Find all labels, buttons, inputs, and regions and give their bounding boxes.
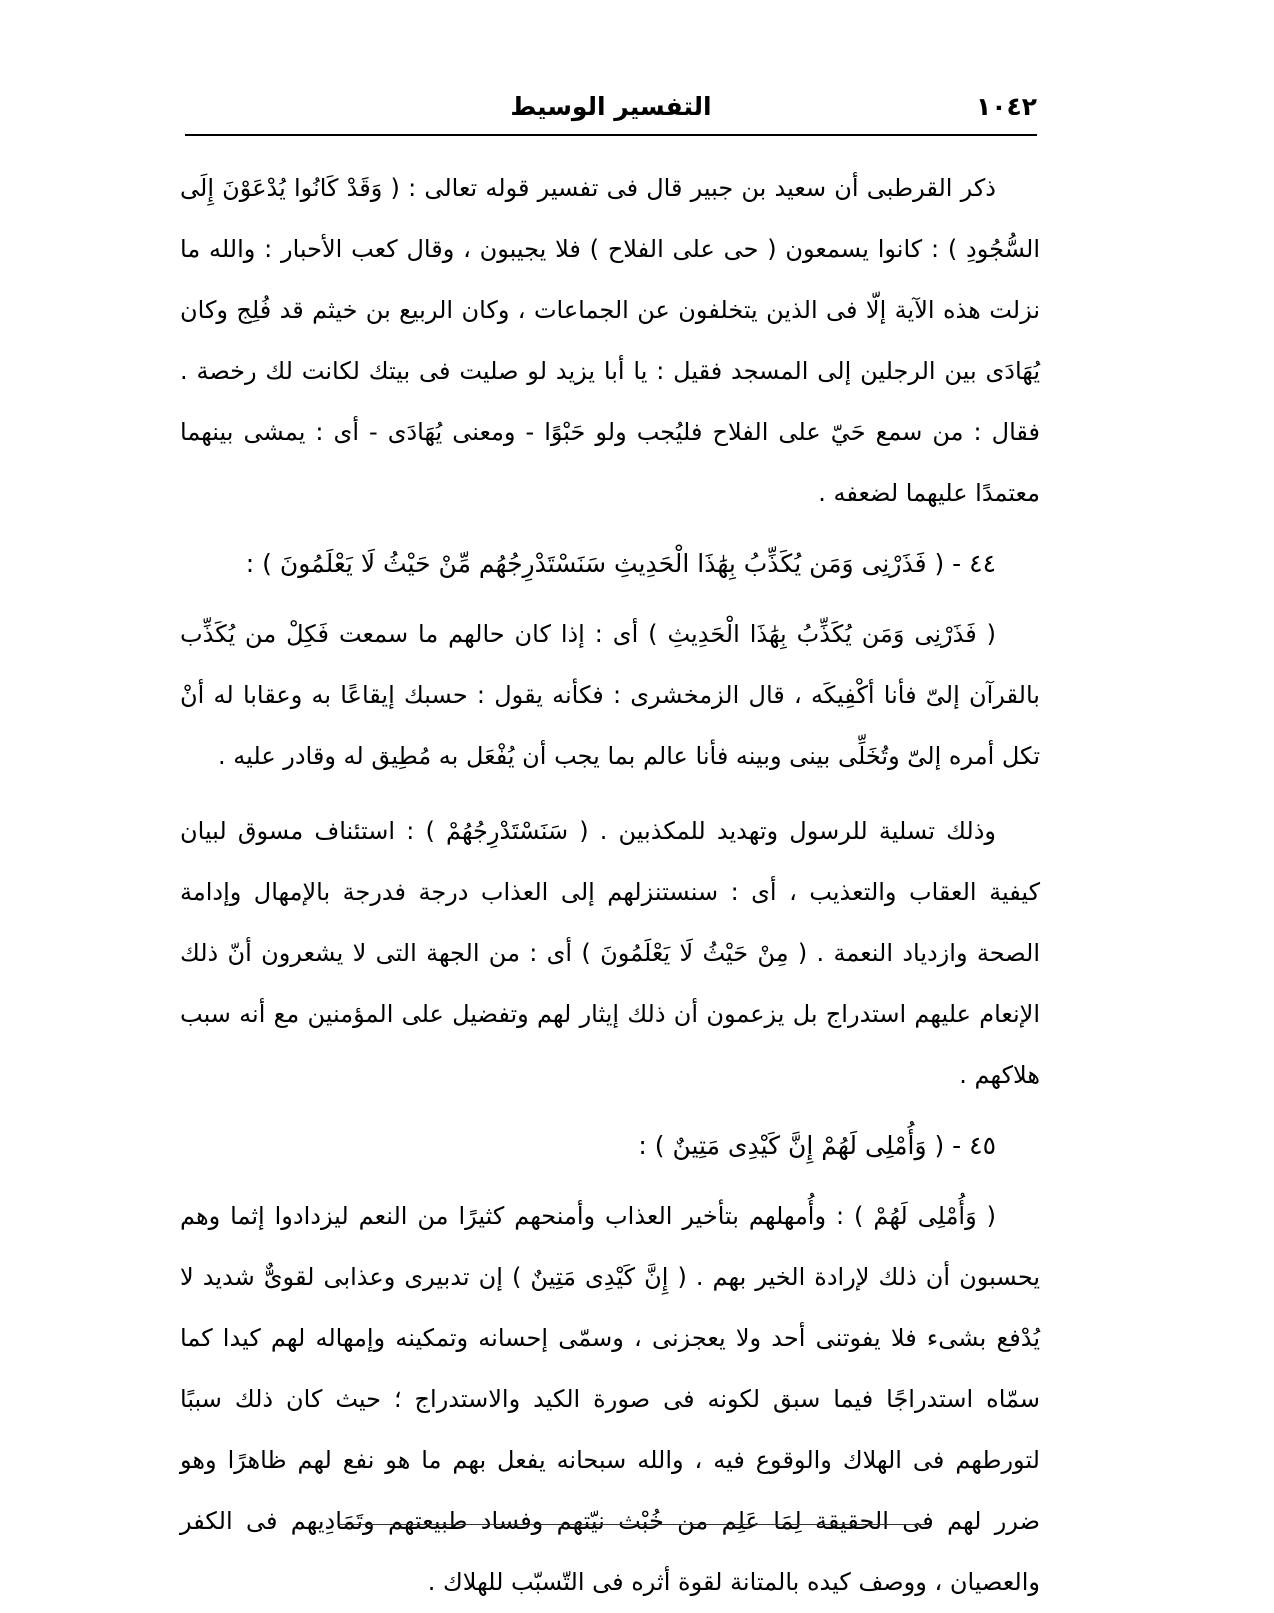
spacer xyxy=(180,787,1040,801)
book-title: التفسير الوسيط xyxy=(510,92,712,121)
header-rule xyxy=(185,134,1037,136)
spacer xyxy=(180,1176,1040,1186)
paragraph-verse-45-explanation: ( وَأُمْلِى لَهُمْ ) : وأُمهلهم بتأخير العذاب وأمنحهم كثيرًا من النعم ليزدادوا إثما وهم يحسبون أن ذلك لإرادة الخير بهم . ( إِنَّ كَيْدِى مَتِينٌ ) إن تدبيرى وعذابى لقوىٌّ شديد لا يُدْفع بشىء فلا يفوتنى أحد ولا يعجزنى ، وسمّى إحسانه وتمكينه وإمهاله لهم كيدا كما سمّاه استدراجًا فيما سبق لكونه فى صورة الكيد والاستدراج ؛ حيث كان ذلك سببًا لتورطهم فى الهلاك والوقوع فيه ، والله سبحانه يفعل بهم ما هو نفع لهم ظاهرًا وهو ضرر لهم فى الحقيقة لِمَا عَلِم من خُبْث نيّتهم وفساد طبيعتهم وتَمَادِيهم فى الكفر والعصيان ، ووصف كيده بالمتانة لقوة أثره فى التّسبّب للهلاك . xyxy=(180,1202,1040,1596)
paragraph-verse-44-explanation: ( فَذَرْنِى وَمَن يُكَذِّبُ بِهَٰذَا الْحَدِيثِ ) أى : إذا كان حالهم ما سمعت فَكِلْ من يُكَذِّب بالقرآن إلىّ فأنا أكْفِيكَه ، قال الزمخشرى : فكأنه يقول : حسبك إيقاعًا به وعقابا له أنْ تكل أمره إلىّ وتُخَلِّى بينى وبينه فأنا عالم بما يجب أن يُفْعَل به مُطِيق له وقادر عليه . xyxy=(180,620,1040,770)
page-body xyxy=(180,158,1040,1613)
verse-heading-44: ٤٤ - ( فَذَرْنِى وَمَن يُكَذِّبُ بِهَٰذَا الْحَدِيثِ سَنَسْتَدْرِجُهُم مِّنْ حَيْثُ لَا يَعْلَمُونَ ) : xyxy=(245,549,996,578)
page-number: ١٠٤٢ xyxy=(975,92,1037,121)
spacer xyxy=(180,524,1040,534)
page-header xyxy=(185,92,1037,134)
spacer xyxy=(180,1106,1040,1116)
paragraph-qurtubi-note: ذكر القرطبى أن سعيد بن جبير قال فى تفسير قوله تعالى : ( وَقَدْ كَانُوا يُدْعَوْنَ إِلَى السُّجُودِ ) : كانوا يسمعون ( حى على الفلاح ) فلا يجيبون ، وقال كعب الأحبار : والله ما نزلت هذه الآية إلّا فى الذين يتخلفون عن الجماعات ، وكان الربيع بن خيثم قد فُلِج وكان يُهَادَى بين الرجلين إلى المسجد فقيل : يا أبا يزيد لو صليت فى بيتك لكانت لك رخصة . فقال : من سمع حَيّ على الفلاح فليُجب ولو حَبْوًا - ومعنى يُهَادَى - أى : يمشى بينهما معتمدًا عليهما لضعفه . xyxy=(180,174,1040,507)
paragraph-istidraj: وذلك تسلية للرسول وتهديد للمكذبين . ( سَنَسْتَدْرِجُهُمْ ) : استئناف مسوق لبيان كيفية العقاب والتعذيب ، أى : سنستنزلهم إلى العذاب درجة فدرجة بالإمهال وإدامة الصحة وازدياد النعمة . ( مِنْ حَيْثُ لَا يَعْلَمُونَ ) أى : من الجهة التى لا يشعرون أنّ ذلك الإنعام عليهم استدراج بل يزعمون أن ذلك إيثار لهم وتفضيل على المؤمنين مع أنه سبب هلاكهم . xyxy=(180,817,1040,1089)
verse-heading-45: ٤٥ - ( وَأُمْلِى لَهُمْ إِنَّ كَيْدِى مَتِينٌ ) : xyxy=(638,1131,996,1160)
footer-rule xyxy=(340,1524,928,1525)
spacer xyxy=(180,594,1040,604)
